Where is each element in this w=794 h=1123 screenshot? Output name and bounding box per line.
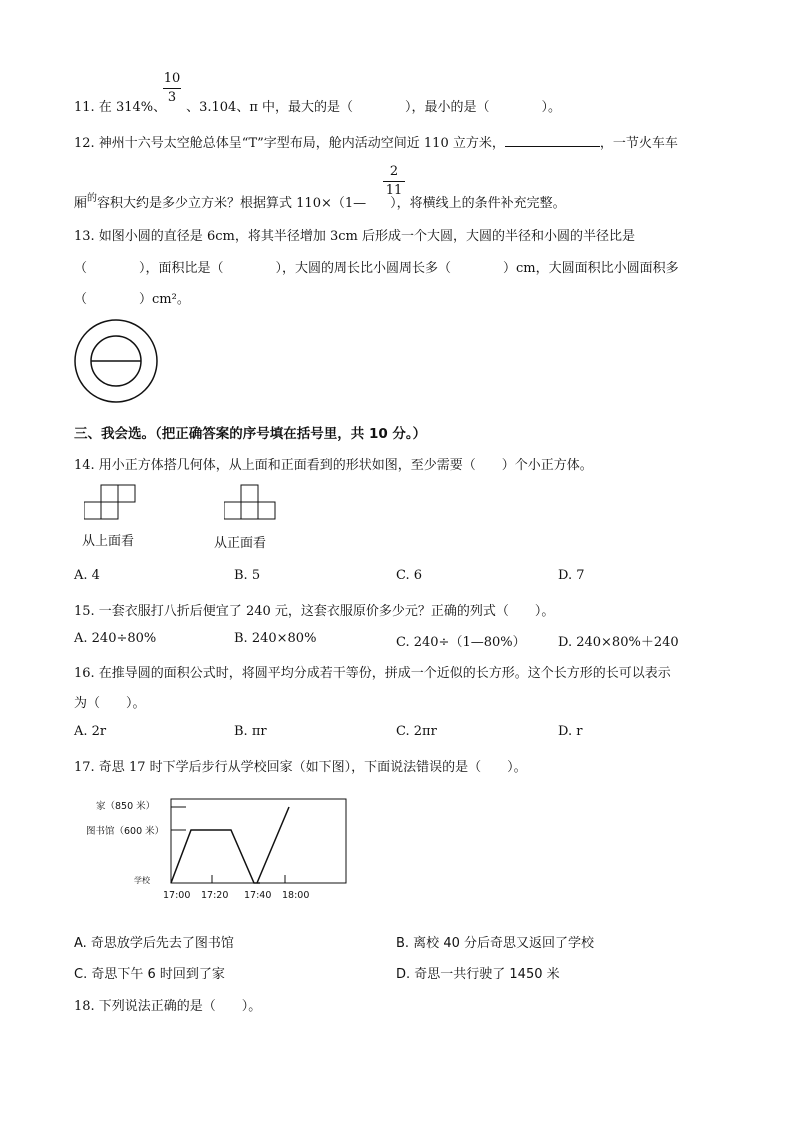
q12-frac-den: 11	[385, 183, 403, 198]
q17-label-library: 图书馆（600 米）	[86, 826, 165, 837]
q14-caption-top: 从上面看	[82, 534, 135, 549]
q12-line1-post: ，一节火车车	[599, 136, 678, 151]
q17-option-a[interactable]: A. 奇思放学后先去了图书馆	[74, 936, 234, 951]
q17-option-c[interactable]: C. 奇思下午 6 时回到了家	[74, 967, 225, 982]
q17-option-b[interactable]: B. 离校 40 分后奇思又返回了学校	[396, 936, 594, 951]
q12-line2-b: 容积大约是多少立方米？根据算式 110×（1—	[97, 196, 367, 211]
q14-option-d[interactable]: D. 7	[558, 568, 585, 583]
q12-line2	[74, 192, 566, 211]
q16-option-b[interactable]: B. πr	[234, 724, 267, 739]
q13-circles-figure	[72, 317, 162, 407]
q14-front-view	[224, 484, 278, 520]
q13-line1: 13. 如图小圆的直径是 6cm，将其半径增加 3cm 后形成一个大圆，大圆的半径和小圆的半径比是	[74, 229, 635, 244]
q14-caption-front: 从正面看	[214, 536, 267, 551]
q15-option-b[interactable]: B. 240×80%	[234, 631, 317, 646]
q12-answer-blank[interactable]	[505, 134, 600, 147]
q11-pre: 11. 在 314%、	[74, 100, 167, 115]
q12-line1-pre: 12. 神州十六号太空舱总体呈“T”字型布局，舱内活动空间近 110 立方米，	[74, 136, 505, 151]
q11-line	[74, 96, 561, 115]
q16-line1: 16. 在推导圆的面积公式时，将圆平均分成若干等份，拼成一个近似的长方形。这个长方形的长可以表示	[74, 666, 671, 681]
q11-post: 、3.104、π 中，最大的是（ ），最小的是（ ）。	[186, 100, 562, 115]
q17-label-home: 家（850 米）	[96, 801, 156, 812]
q15-option-a[interactable]: A. 240÷80%	[74, 631, 157, 646]
q12-frac-num: 2	[389, 164, 399, 179]
q15-option-c[interactable]: C. 240÷（1—80%）	[396, 635, 526, 650]
q14-option-b[interactable]: B. 5	[234, 568, 261, 583]
q16-line2: 为（ ）。	[74, 696, 146, 711]
q15-stem: 15. 一套衣服打八折后便宜了 240 元，这套衣服原价多少元？正确的列式（ ）。	[74, 604, 555, 619]
q13-line2: （ ），面积比是（ ），大圆的周长比小圆周长多（ ）cm，大圆面积比小圆面积多	[74, 261, 679, 276]
q14-stem: 14. 用小正方体搭几何体，从上面和正面看到的形状如图，至少需要（ ）个小正方体。	[74, 458, 593, 473]
q18-stem: 18. 下列说法正确的是（ ）。	[74, 999, 262, 1014]
section3-heading: 三、我会选。（把正确答案的序号填在括号里，共 10 分。）	[74, 426, 427, 442]
q17-tick-1700: 17:00	[163, 890, 191, 901]
q17-stem: 17. 奇思 17 时下学后步行从学校回家（如下图），下面说法错误的是（ ）。	[74, 760, 527, 775]
q12-line2-c: ），将横线上的条件补充完整。	[390, 196, 566, 211]
q13-line3: （ ）cm²。	[74, 292, 190, 307]
q14-option-c[interactable]: C. 6	[396, 568, 423, 583]
q15-option-d[interactable]: D. 240×80%＋240	[558, 635, 679, 650]
q17-return-path	[257, 807, 289, 883]
q17-tick-1720: 17:20	[201, 890, 229, 901]
q17-walk-path	[171, 830, 260, 883]
q17-option-d[interactable]: D. 奇思一共行驶了 1450 米	[396, 967, 560, 982]
q16-option-c[interactable]: C. 2πr	[396, 724, 437, 739]
q17-tick-1740: 17:40	[244, 890, 272, 901]
q11-frac-num: 10	[163, 71, 181, 86]
q17-label-school: 学校	[134, 876, 150, 885]
q12-line1	[74, 132, 678, 151]
q17-distance-time-graph	[84, 790, 354, 905]
q14-top-view	[84, 484, 136, 520]
q12-line2-de: 的	[87, 193, 98, 204]
q17-tick-1800: 18:00	[282, 890, 310, 901]
q14-option-a[interactable]: A. 4	[74, 568, 100, 583]
q16-option-d[interactable]: D. r	[558, 724, 583, 739]
q16-option-a[interactable]: A. 2r	[74, 724, 107, 739]
q11-frac-den: 3	[167, 90, 177, 105]
q12-line2-a: 厢	[74, 196, 88, 211]
